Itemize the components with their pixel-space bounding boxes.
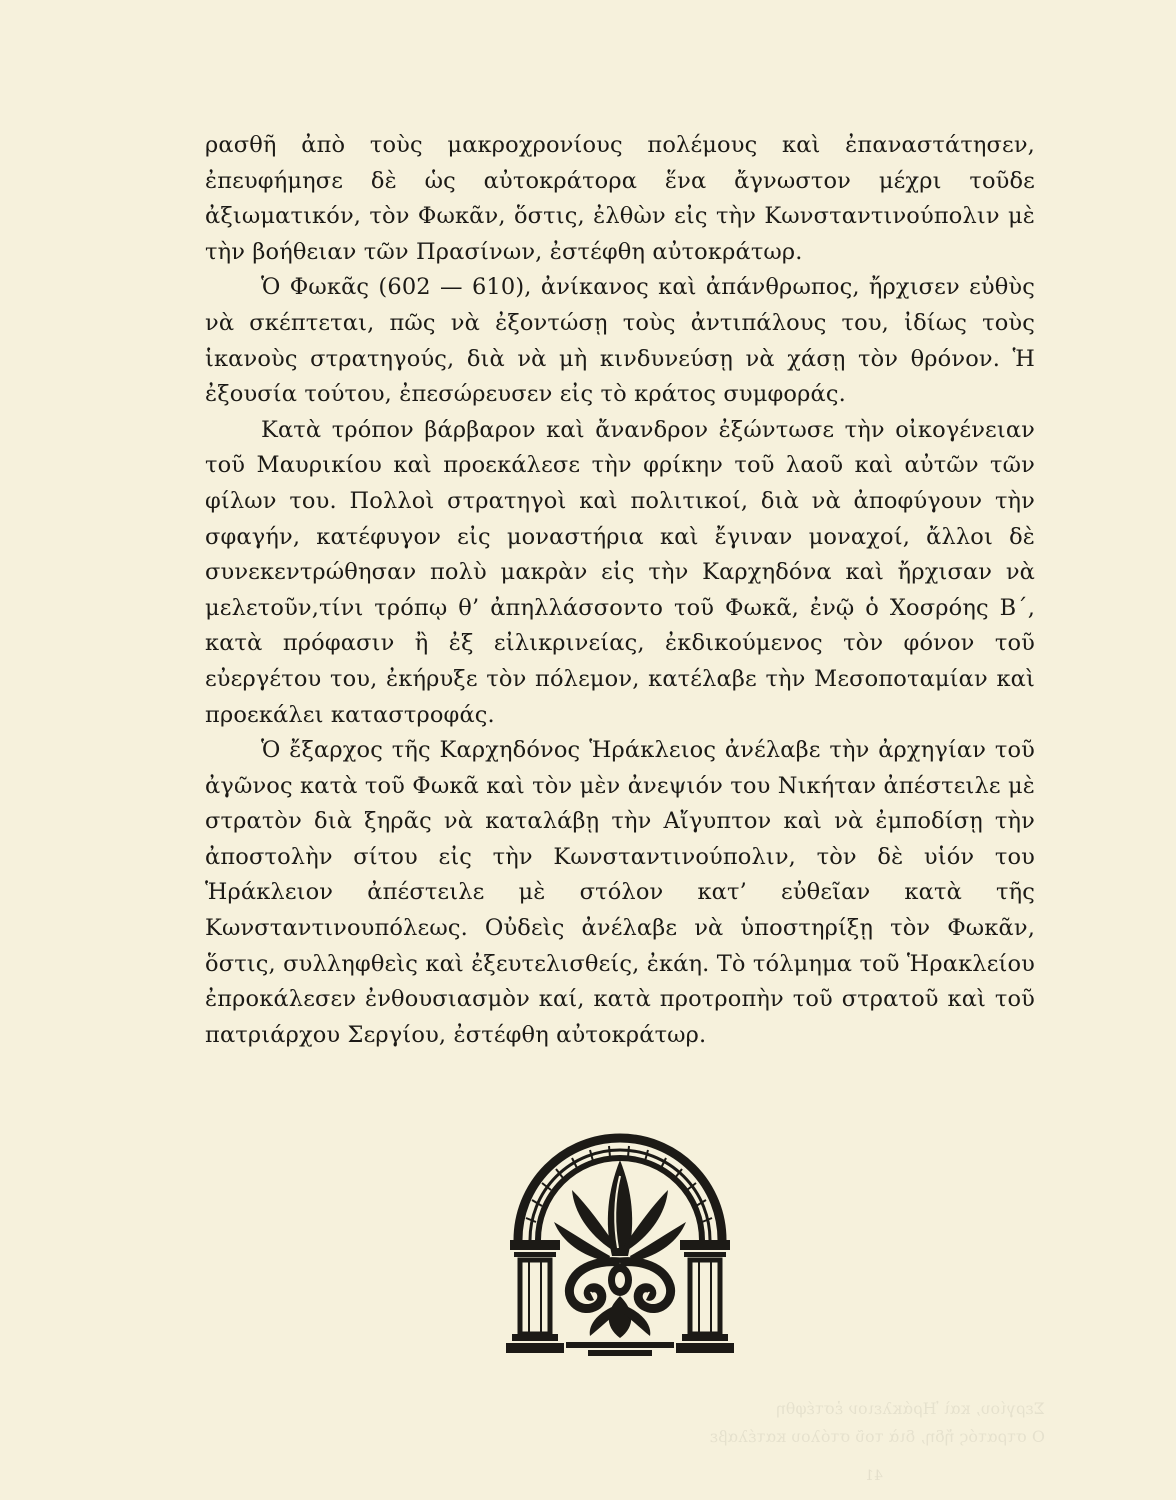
show-through-text (709, 1395, 1045, 1451)
paragraph-4: Ὁ ἔξαρχος τῆς Καρχηδόνος Ἡράκλειος ἀνέλαβε τὴν ἀρχηγίαν τοῦ ἀγῶνος κατὰ τοῦ Φωκᾶ καὶ τὸν μὲν ἀνεψιόν του Νικήταν ἀπέστειλε μὲ στρατὸν διὰ ξηρᾶς νὰ καταλάβῃ τὴν Αἴγυπτον καὶ νὰ ἐμποδίσῃ τὴν ἀποστολὴν σίτου εἰς τὴν Κωνσταντινούπολιν, τὸν δὲ υἱόν του Ἡράκλειον ἀπέστειλε μὲ στόλον κατ’ εὐθεῖαν κατὰ τῆς Κωνσταντινουπόλεως. Οὐδεὶς ἀνέλαβε νὰ ὑποστηρίξῃ τὸν Φωκᾶν, ὅστις, συλληφθεὶς καὶ ἐξευτελισθείς, ἐκάη. Τὸ τόλμημα τοῦ Ἡρακλείου ἐπροκάλεσεν ἐνθουσιασμὸν καί, κατὰ προτροπὴν τοῦ στρατοῦ καὶ τοῦ πατριάρχου Σεργίου, ἐστέφθη αὐτοκράτωρ. (205, 737, 1035, 1048)
arch-palmette-ornament (496, 1130, 744, 1360)
show-through-page-number: 41 (865, 1468, 883, 1484)
body-text (205, 128, 1035, 1053)
paragraph-2: Ὁ Φωκᾶς (602 — 610), ἀνίκανος καὶ ἀπάνθρωπος, ἤρχισεν εὐθὺς νὰ σκέπτεται, πῶς νὰ ἐξοντώσῃ τοὺς ἀντιπάλους του, ἰδίως τοὺς ἱκανοὺς στρατηγούς, διὰ νὰ μὴ κινδυνεύσῃ νὰ χάσῃ τὸν θρόνον. Ἡ ἐξουσία τούτου, ἐπεσώρευσεν εἰς τὸ κράτος συμφοράς. (205, 274, 1035, 408)
show-through-line-2: Ο στρατός ἤδη, διὰ τοῦ στόλου κατέλαβε (709, 1427, 1045, 1446)
paragraph-1: ρασθῆ ἀπὸ τοὺς μακροχρονίους πολέμους καὶ ἐπαναστάτησεν, ἐπευφήμησε δὲ ὡς αὐτοκράτορα ἕνα ἄγνωστον μέχρι τοῦδε ἀξιωματικόν, τὸν Φωκᾶν, ὅστις, ἐλθὼν εἰς τὴν Κωνσταντινούπολιν μὲ τὴν βοήθειαν τῶν Πρασίνων, ἐστέφθη αὐτοκράτωρ. (205, 132, 1035, 265)
show-through-line-1: Σεργίου, καὶ Ἡράκλειον ἐστέφθη (776, 1399, 1045, 1418)
paragraph-3: Κατὰ τρόπον βάρβαρον καὶ ἄνανδρον ἐξώντωσε τὴν οἰκογένειαν τοῦ Μαυρικίου καὶ προεκάλεσε τὴν φρίκην τοῦ λαοῦ καὶ αὐτῶν τῶν φίλων του. Πολλοὶ στρατηγοὶ καὶ πολιτικοί, διὰ νὰ ἀποφύγουν τὴν σφαγήν, κατέφυγον εἰς μοναστήρια καὶ ἔγιναν μοναχοί, ἄλλοι δὲ συνεκεντρώθησαν πολὺ μακρὰν εἰς τὴν Καρχηδόνα καὶ ἤρχισαν νὰ μελετοῦν,τίνι τρόπῳ θ’ ἀπηλλάσσοντο τοῦ Φωκᾶ, ἐνῷ ὁ Χοσρόης Β΄, κατὰ πρόφασιν ἢ ἐξ εἰλικρινείας, ἐκδικούμενος τὸν φόνον τοῦ εὐεργέτου του, ἐκήρυξε τὸν πόλεμον, κατέλαβε τὴν Μεσοποταμίαν καὶ προεκάλει καταστροφάς. (205, 416, 1035, 728)
